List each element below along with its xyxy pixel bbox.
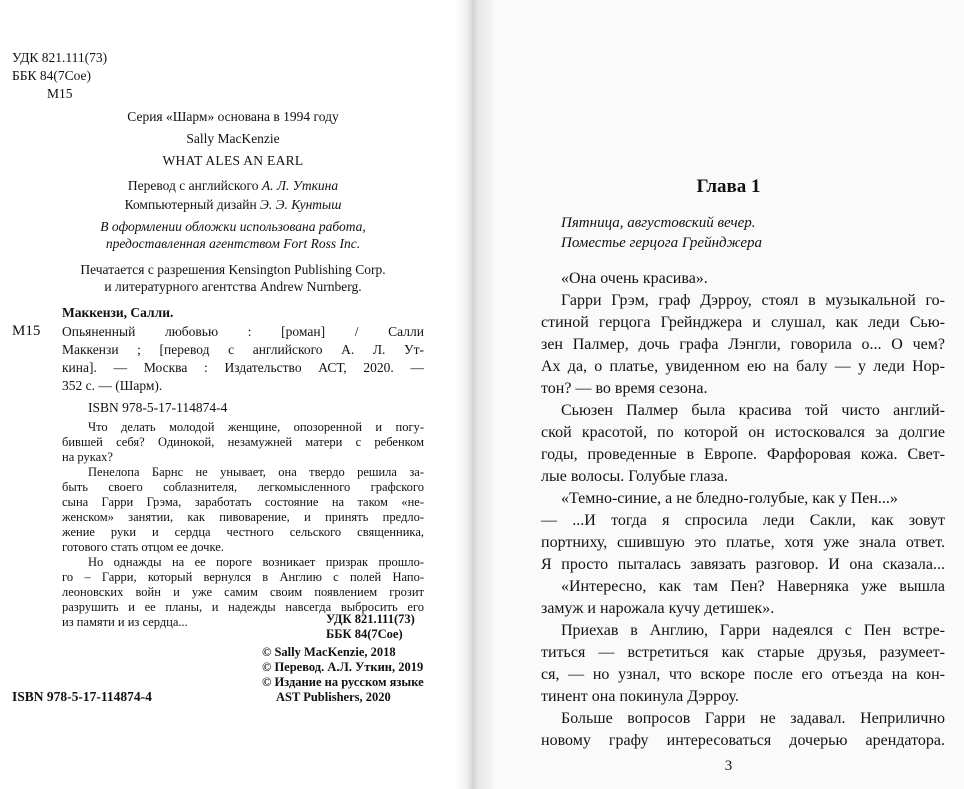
text-line: Я просто пыталась завязать разговор. И она сказала... <box>541 556 945 573</box>
copyright-line: © Перевод. А.Л. Уткин, 2019 <box>262 660 424 674</box>
text-line: — ...И тогда я спросила леди Сакли, как зовут <box>541 512 945 529</box>
chapter-title: Глава 1 <box>696 176 761 197</box>
cover-note-line: В оформлении обложки использована работа, <box>100 219 366 234</box>
text-line: замуж и нарожала кучу детишек». <box>541 600 775 617</box>
annotation-line: жение руки и сердца честного сельского священника, <box>62 525 424 539</box>
text-line: Сьюзен Палмер была красива той чисто англий- <box>561 402 945 419</box>
isbn-bottom: ISBN 978-5-17-114874-4 <box>12 689 152 704</box>
text-line: новому графу интересоваться дочерью арендатора. <box>541 732 945 749</box>
copyright-line: © Sally MacKenzie, 2018 <box>262 645 396 659</box>
epigraph-line: Поместье герцога Грейнджера <box>561 235 763 251</box>
text-line: «Она очень красива». <box>561 270 708 287</box>
catalog-author: Маккензи, Салли. <box>62 305 174 320</box>
author-sign-code: М15 <box>47 86 73 101</box>
text-line: лые волосы. Голубые глаза. <box>541 468 728 485</box>
epigraph-line: Пятница, августовский вечер. <box>561 215 756 231</box>
bbk-code-bold: ББК 84(7Сое) <box>326 627 403 641</box>
annotation-line: сына Гарри Грэма, заработать состояние на таком «не- <box>62 495 424 509</box>
permission-line: Печатается с разрешения Kensington Publishing Corp. <box>80 262 386 277</box>
text-line: годы, проведенные в Европе. Фарфоровая кожа. Свет- <box>541 446 945 463</box>
design-label: Компьютерный дизайн <box>124 197 261 212</box>
text-line: Приехав в Англию, Гарри надеялся с Пен встре- <box>561 622 945 639</box>
annotation-line: Что делать молодой женщине, опозоренной и погу- <box>88 420 424 434</box>
annotation-line: разрушить и ее планы, и надежды навсегда выбросить его <box>62 600 424 614</box>
udk-code-bold: УДК 821.111(73) <box>326 612 415 626</box>
text-line: титься — встретиться как старые друзья, разумеет- <box>541 644 945 661</box>
translator-credit <box>0 177 466 194</box>
text-line: тон? — во время сезона. <box>541 380 708 397</box>
text-line: «Темно-синие, а не бледно-голубые, как у Пен...» <box>561 490 898 507</box>
bbk-code: ББК 84(7Сое) <box>12 68 92 83</box>
translator-name: А. Л. Уткина <box>261 178 339 193</box>
text-line: Больше вопросов Гарри не задавал. Неприлично <box>561 710 945 727</box>
udk-code: УДК 821.111(73) <box>12 50 108 65</box>
design-name: Э. Э. Кунтыш <box>260 197 342 212</box>
permission-line: и литературного агентства Andrew Nurnberg. <box>104 279 362 294</box>
copyright-line: AST Publishers, 2020 <box>276 690 391 704</box>
catalog-line: кина]. — Москва : Издательство АСТ, 2020. — <box>62 360 424 375</box>
text-line: зен Палмер, дочь графа Лэнгли, говорила о... О чем? <box>541 336 945 353</box>
annotation-line: быть своего соблазнителя, легкомысленного графского <box>62 480 424 494</box>
text-line: ской красотой, по которой он истосковался за долгие <box>541 424 945 441</box>
text-line: ся, — но узнал, что вскоре после его отъезда на кон- <box>541 666 945 683</box>
text-line: портниху, сшившую это платье, хотя уже знала ответ. <box>541 534 945 551</box>
text-line: стиной герцога Грейнджера и слушал, как леди Сью- <box>541 314 945 331</box>
catalog-isbn: ISBN 978-5-17-114874-4 <box>88 400 228 415</box>
annotation-line: на руках? <box>62 450 113 464</box>
catalog-line: 352 с. — (Шарм). <box>62 378 163 393</box>
left-page <box>0 0 466 789</box>
design-credit <box>0 196 466 213</box>
right-page <box>493 0 964 789</box>
annotation-line: Но однажды на ее пороге возникает призрак прошло- <box>88 555 424 569</box>
copyright-line: © Издание на русском языке <box>262 675 424 689</box>
annotation-line: леоновских войн и уже самим своим появлением грозит <box>62 585 424 599</box>
catalog-line: Опьяненный любовью : [роман] / Салли <box>62 324 424 339</box>
annotation-line: из памяти и из сердца... <box>62 615 188 629</box>
annotation-line: женском» занятии, как пивоварение, и принять предло- <box>62 510 424 524</box>
annotation-line: готового стать отцом ее дочке. <box>62 540 224 554</box>
translator-label: Перевод с английского <box>127 178 262 193</box>
catalog-code: М15 <box>12 323 41 339</box>
text-line: «Интересно, как там Пен? Наверняка уже вышла <box>561 578 945 595</box>
series-line: Серия «Шарм» основана в 1994 году <box>127 109 339 124</box>
text-line: Гарри Грэм, граф Дэрроу, стоял в музыкальной го- <box>561 292 945 309</box>
annotation-line: бившей себя? Одинокой, незамужней матери с ребенком <box>62 435 424 449</box>
page-number: 3 <box>724 758 733 774</box>
text-line: Ах да, о платье, увиденном ею на балу — у леди Нор- <box>541 358 945 375</box>
cover-note-line: предоставленная агентством Fort Ross Inc. <box>105 236 361 251</box>
annotation-line: Пенелопа Барнс не унывает, она твердо решила за- <box>88 465 424 479</box>
original-title: WHAT ALES AN EARL <box>162 153 304 168</box>
annotation-line: го – Гарри, который вернулся в Англию с полей Напо- <box>62 570 424 584</box>
text-line: тинент она покинула Дэрроу. <box>541 688 739 705</box>
book-gutter <box>455 0 493 789</box>
catalog-line: Маккензи ; [перевод с английского А. Л. Ут- <box>62 342 424 357</box>
original-author: Sally MacKenzie <box>186 131 280 146</box>
